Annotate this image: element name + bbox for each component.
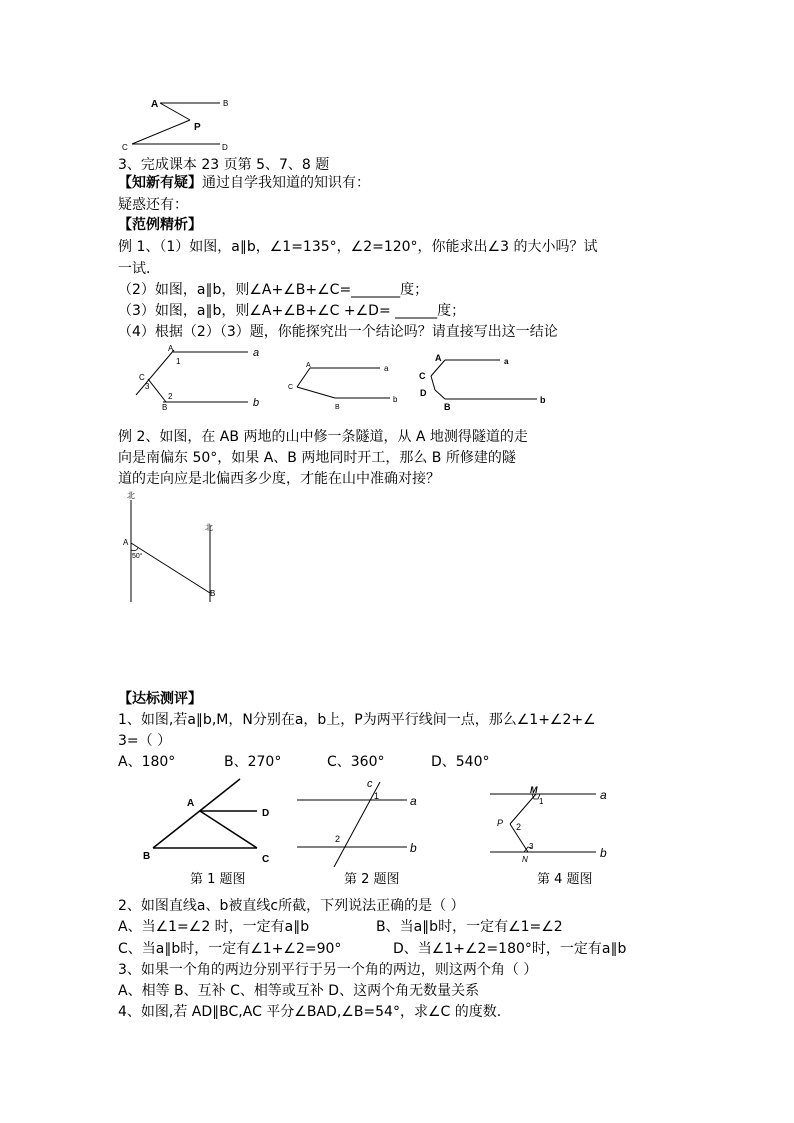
- q1-caption: 第 1 题图: [190, 872, 246, 887]
- fig3-label-B: B: [444, 402, 451, 412]
- q4-label-P: P: [497, 818, 504, 828]
- tunnel-figure: [118, 490, 238, 610]
- ex1-figure-1: [118, 340, 278, 415]
- q4-label-3: 3: [529, 842, 534, 851]
- fig2-label-a: a: [384, 364, 389, 373]
- q2-caption: 第 2 题图: [344, 872, 400, 887]
- line-19b: D、当∠1+∠2=180°时，一定有a∥b: [393, 941, 627, 957]
- q4-label-2: 2: [516, 822, 522, 832]
- q4-figure: [488, 782, 618, 864]
- line-19a: C、当a∥b时，一定有∠1+∠2=90°: [118, 941, 342, 957]
- fig2-label-b: b: [393, 395, 398, 404]
- section-head-dabiao: 【达标测评】: [118, 691, 202, 707]
- q2-label-1: 1: [374, 791, 380, 801]
- line-8: （3）如图，a∥b，则∠A+∠B+∠C +∠D= ______度；: [118, 303, 466, 319]
- ex1-figure-2: [285, 355, 410, 415]
- line-18a: A、当∠1=∠2 时，一定有a∥b: [118, 919, 310, 935]
- line-18b: B、当a∥b时，一定有∠1=∠2: [376, 919, 563, 935]
- tunnel-north-label-2: 北: [205, 523, 213, 532]
- fig1-label-3: 3: [145, 382, 150, 391]
- fig1-label-b: b: [253, 397, 260, 409]
- q4-caption: 第 4 题图: [537, 872, 593, 887]
- q1-label-D: D: [262, 808, 270, 819]
- label-P: P: [194, 122, 201, 133]
- q4-label-N: N: [522, 855, 528, 864]
- line-5: 例 1、（1）如图，a∥b，∠1=135°，∠2=120°，你能求出∠3 的大小吗？试: [118, 239, 598, 255]
- line-7: （2）如图，a∥b，则∠A+∠B+∠C=_______度；: [118, 282, 429, 298]
- fig3-label-a: a: [504, 357, 509, 366]
- line-12: 道的走向应是北偏西多少度，才能在山中准确对接？: [118, 471, 440, 487]
- fig2-label-B: B: [335, 404, 340, 411]
- fig1-label-1: 1: [176, 357, 181, 366]
- fig3-label-C: C: [419, 371, 426, 381]
- fig1-label-A: A: [168, 344, 174, 353]
- line-9: （4）根据（2）（3）题，你能探究出一个结论吗？请直接写出这一结论: [118, 324, 558, 340]
- option-C: C、360°: [327, 754, 385, 770]
- q1-label-C: C: [262, 854, 270, 865]
- q1-label-B: B: [143, 851, 151, 862]
- tunnel-label-A: A: [123, 538, 129, 547]
- fig1-label-C: C: [139, 373, 145, 382]
- label-A: A: [151, 99, 159, 110]
- tunnel-north-label-1: 北: [127, 491, 135, 500]
- fig1-label-B: B: [162, 403, 168, 412]
- option-D: D、540°: [431, 754, 490, 770]
- option-B: B、270°: [224, 754, 282, 770]
- fig2-label-A: A: [306, 362, 311, 369]
- q2-label-a: a: [410, 794, 417, 808]
- line-2-rest: 通过自学我知道的知识有：: [202, 175, 370, 191]
- q4-label-a: a: [600, 788, 607, 802]
- fig2-label-C: C: [288, 384, 294, 391]
- q1-label-A: A: [187, 798, 195, 809]
- q4-label-M: M: [530, 785, 538, 795]
- label-B: B: [223, 99, 229, 108]
- top-figure: [118, 92, 238, 152]
- tunnel-label-B: B: [210, 589, 216, 598]
- label-C: C: [122, 143, 128, 152]
- line-1: 3、完成课本 23 页第 5、7、8 题: [118, 157, 330, 173]
- fig3-label-A: A: [435, 353, 442, 363]
- q2-label-c: c: [367, 778, 373, 790]
- q2-label-2: 2: [335, 834, 341, 844]
- fig3-label-D: D: [420, 388, 427, 398]
- q2-figure: [292, 775, 427, 867]
- q4-label-b: b: [600, 846, 607, 860]
- line-14: 1、如图,若a∥b,M，N分别在a，b上，P为两平行线间一点，那么∠1+∠2+∠: [118, 712, 596, 728]
- fig3-label-b: b: [540, 395, 546, 405]
- option-A: A、180°: [118, 754, 176, 770]
- fig1-label-a: a: [253, 347, 260, 359]
- ex1-figure-3: [415, 350, 555, 415]
- tunnel-label-angle: 50°: [132, 553, 143, 560]
- section-head-fanli: 【范例精析】: [118, 217, 202, 233]
- line-11: 向是南偏东 50°，如果 A、B 两地同时开工，那么 B 所修建的隧: [118, 450, 516, 466]
- line-6: 一试.: [118, 261, 151, 277]
- q4-label-1: 1: [539, 797, 544, 806]
- q1-figure: [140, 775, 285, 867]
- line-2: [118, 174, 370, 192]
- line-15: 3=（ ）: [118, 733, 172, 749]
- line-10: 例 2、如图，在 AB 两地的山中修一条隧道，从 A 地测得隧道的走: [118, 429, 528, 445]
- line-22: 4、如图,若 AD∥BC,AC 平分∠BAD,∠B=54°，求∠C 的度数.: [118, 1004, 502, 1020]
- line-20: 3、如果一个角的两边分别平行于另一个角的两边，则这两个角（ ）: [118, 962, 538, 978]
- fig1-label-2: 2: [168, 392, 173, 401]
- section-head-zhixin: 【知新有疑】: [118, 175, 202, 191]
- line-17: 2、如图直线a、b被直线c所截，下列说法正确的是（ ）: [118, 898, 465, 914]
- line-3: 疑惑还有：: [118, 197, 188, 213]
- q2-label-b: b: [410, 841, 417, 855]
- line-21: A、相等 B、互补 C、相等或互补 D、这两个角无数量关系: [118, 983, 480, 999]
- label-D: D: [222, 143, 228, 152]
